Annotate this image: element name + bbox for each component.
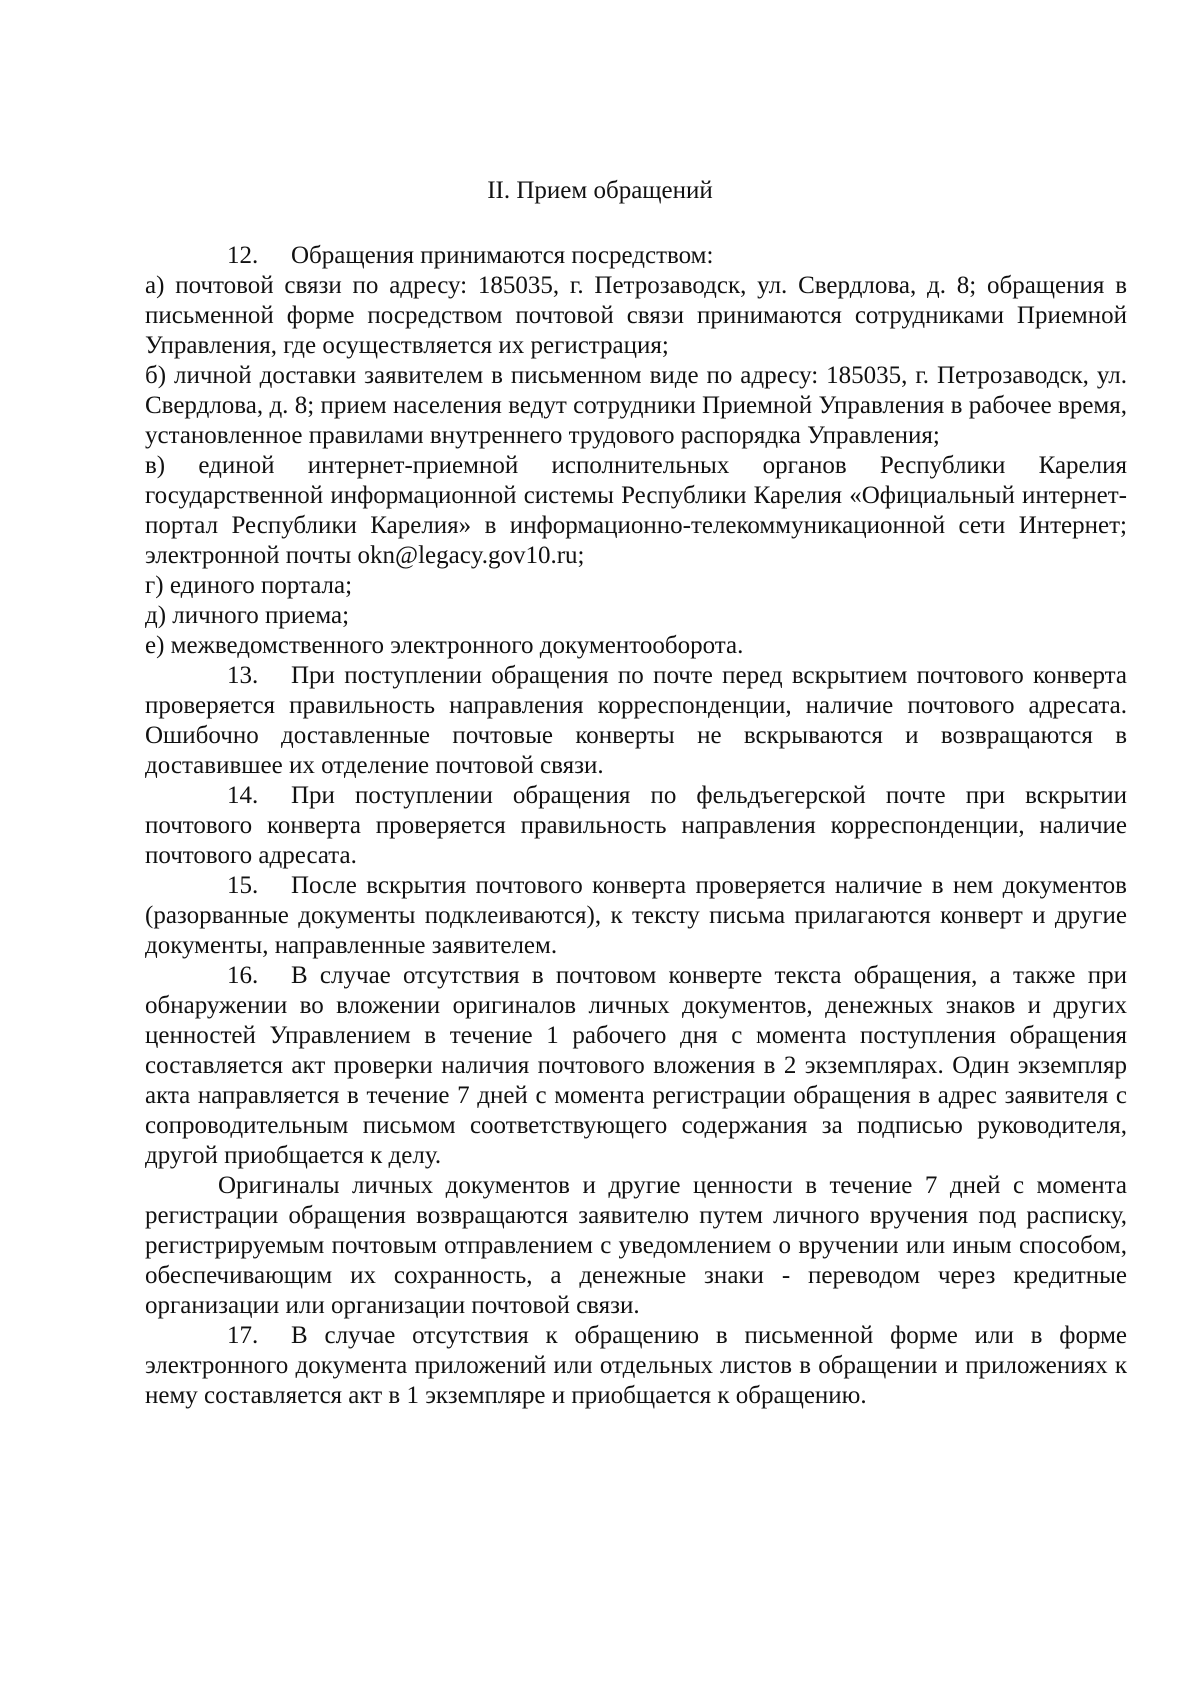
clause-text: При поступлении обращения по почте перед вскрытием почтового конверта проверяется правильность направления корреспонденции, наличие почтового адресата. Ошибочно доставленные почтовые конверты не вскрываются и возвращаются в доставившее их отделение почтовой связи. xyxy=(145,662,1127,779)
clause-text: Обращения принимаются посредством: xyxy=(291,242,714,269)
clause-17 xyxy=(145,1321,1127,1411)
document-body xyxy=(145,241,1127,1411)
clause-number: 14. xyxy=(227,782,259,809)
subclause-g: г) единого портала; xyxy=(145,572,353,599)
clause-16 xyxy=(145,961,1127,1171)
section-title: II. Прием обращений xyxy=(487,177,713,204)
clause-15 xyxy=(145,871,1127,961)
clause-number: 17. xyxy=(227,1322,259,1349)
clause-text: При поступлении обращения по фельдъегерской почте при вскрытии почтового конверта проверяется правильность направления корреспонденции, наличие почтового адресата. xyxy=(145,782,1127,869)
clause-text: После вскрытия почтового конверта проверяется наличие в нем документов (разорванные документы подклеиваются), к тексту письма прилагаются конверт и другие документы, направленные заявителем. xyxy=(145,872,1127,959)
clause-number: 13. xyxy=(227,662,259,689)
clause-16-continuation: Оригиналы личных документов и другие ценности в течение 7 дней с момента регистрации обращения возвращаются заявителю путем личного вручения под расписку, регистрируемым почтовым отправлением с уведомлением о вручении или иным способом, обеспечивающим их сохранность, а денежные знаки - переводом через кредитные организации или организации почтовой связи. xyxy=(145,1172,1127,1319)
clause-12 xyxy=(145,241,1127,271)
clause-text: В случае отсутствия в почтовом конверте текста обращения, а также при обнаружении во вложении оригиналов личных документов, денежных знаков и других ценностей Управлением в течение 1 рабочего дня с момента поступления обращения составляется акт проверки наличия почтового вложения в 2 экземплярах. Один экземпляр акта направляется в течение 7 дней с момента регистрации обращения в адрес заявителя с сопроводительным письмом соответствующего содержания за подписью руководителя, другой приобщается к делу. xyxy=(145,962,1127,1169)
clause-13 xyxy=(145,661,1127,781)
clause-number: 15. xyxy=(227,872,259,899)
subclause-a: а) почтовой связи по адресу: 185035, г. Петрозаводск, ул. Свердлова, д. 8; обращения в письменной форме посредством почтовой связи принимаются сотрудниками Приемной Управления, где осуществляется их регистрация; xyxy=(145,272,1127,359)
subclause-d: д) личного приема; xyxy=(145,602,350,629)
subclause-v: в) единой интернет-приемной исполнительных органов Республики Карелия государственной информационной системы Республики Карелия «Официальный интернет-портал Республики Карелия» в информационно-телекоммуникационной сети Интернет; электронной почты okn@legacy.gov10.ru; xyxy=(145,452,1127,569)
clause-text: В случае отсутствия к обращению в письменной форме или в форме электронного документа приложений или отдельных листов в обращении и приложениях к нему составляется акт в 1 экземпляре и приобщается к обращению. xyxy=(145,1322,1127,1409)
subclause-e: е) межведомственного электронного документооборота. xyxy=(145,632,744,659)
subclause-b: б) личной доставки заявителем в письменном виде по адресу: 185035, г. Петрозаводск, ул. Свердлова, д. 8; прием населения ведут сотрудники Приемной Управления в рабочее время, установленное правилами внутреннего трудового распорядка Управления; xyxy=(145,362,1127,449)
clause-number: 12. xyxy=(227,242,259,269)
clause-number: 16. xyxy=(227,962,259,989)
clause-14 xyxy=(145,781,1127,871)
